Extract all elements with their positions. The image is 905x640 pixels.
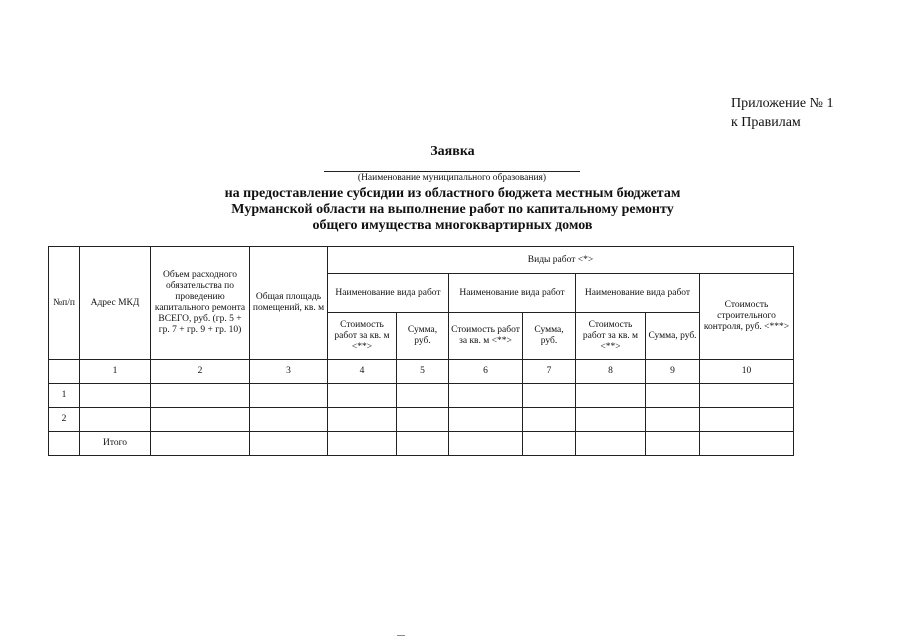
table-cell <box>49 432 80 456</box>
row-number: 2 <box>49 408 80 432</box>
table-cell <box>397 408 449 432</box>
header-total-obligation: Объем расходного обязательства по проведению капитального ремонта ВСЕГО, руб. (гр. 5 + гр. 7 + гр. 9 + гр. 10) <box>151 247 250 360</box>
column-number: 10 <box>700 360 794 384</box>
table-cell <box>250 408 328 432</box>
application-table <box>48 246 794 456</box>
table-cell <box>646 432 700 456</box>
appendix-line-2: к Правилам <box>731 115 801 130</box>
header-cost-per-m-3: Стоимость работ за кв. м <**> <box>576 313 646 360</box>
table-cell <box>523 384 576 408</box>
column-number: 5 <box>397 360 449 384</box>
header-work-type-2: Наименование вида работ <box>449 274 576 313</box>
column-number: 4 <box>328 360 397 384</box>
table-cell <box>80 384 151 408</box>
table-cell <box>397 384 449 408</box>
header-sum-2: Сумма, руб. <box>523 313 576 360</box>
header-total-area: Общая площадь помещений, кв. м <box>250 247 328 360</box>
table-cell <box>646 384 700 408</box>
header-work-type-3: Наименование вида работ <box>576 274 700 313</box>
header-construction-control: Стоимость строительного контроля, руб. <***> <box>700 274 794 360</box>
table-cell <box>250 432 328 456</box>
table-cell <box>576 408 646 432</box>
header-cost-per-m-1: Стоимость работ за кв. м <**> <box>328 313 397 360</box>
column-number: 7 <box>523 360 576 384</box>
table-cell <box>397 432 449 456</box>
table-cell <box>700 384 794 408</box>
header-row-number: №п/п <box>49 247 80 360</box>
header-sum-1: Сумма, руб. <box>397 313 449 360</box>
row-number: 1 <box>49 384 80 408</box>
total-row <box>49 432 794 456</box>
header-address: Адрес МКД <box>80 247 151 360</box>
table-cell <box>449 432 523 456</box>
column-number-blank <box>49 360 80 384</box>
municipality-caption: (Наименование муниципального образования) <box>357 173 547 183</box>
table-cell <box>328 432 397 456</box>
header-sum-3: Сумма, руб. <box>646 313 700 360</box>
header-work-type-1: Наименование вида работ <box>328 274 449 313</box>
header-cost-per-m-2: Стоимость работ за кв. м <**> <box>449 313 523 360</box>
table-cell <box>449 408 523 432</box>
document-title: Заявка <box>430 144 475 159</box>
subtitle-line-1: на предоставление субсидии из областного бюджета местным бюджетам <box>224 186 681 201</box>
appendix-label <box>731 94 834 132</box>
table-cell <box>250 384 328 408</box>
table-cell <box>151 384 250 408</box>
table-cell <box>576 384 646 408</box>
column-number: 1 <box>80 360 151 384</box>
table-row <box>49 408 794 432</box>
table-cell <box>80 408 151 432</box>
header-work-types: Виды работ <*> <box>328 247 794 274</box>
municipality-blank-line <box>324 171 580 172</box>
table-cell <box>151 432 250 456</box>
table-cell <box>576 432 646 456</box>
appendix-line-1: Приложение № 1 <box>731 96 834 111</box>
table-cell <box>646 408 700 432</box>
subtitle-line-3: общего имущества многоквартирных домов <box>312 218 593 233</box>
document-subtitle <box>140 186 765 234</box>
column-number: 8 <box>576 360 646 384</box>
column-number: 3 <box>250 360 328 384</box>
table-cell <box>328 384 397 408</box>
subtitle-line-2: Мурманской области на выполнение работ по капитальному ремонту <box>231 202 674 217</box>
table-cell <box>449 384 523 408</box>
table-cell <box>523 408 576 432</box>
table-cell <box>700 408 794 432</box>
column-number-row <box>49 360 794 384</box>
table-cell <box>700 432 794 456</box>
table-row <box>49 384 794 408</box>
column-number: 2 <box>151 360 250 384</box>
table-cell <box>151 408 250 432</box>
page-mark <box>397 635 405 636</box>
table-cell <box>523 432 576 456</box>
total-label: Итого <box>80 432 151 456</box>
column-number: 6 <box>449 360 523 384</box>
column-number: 9 <box>646 360 700 384</box>
table-cell <box>328 408 397 432</box>
